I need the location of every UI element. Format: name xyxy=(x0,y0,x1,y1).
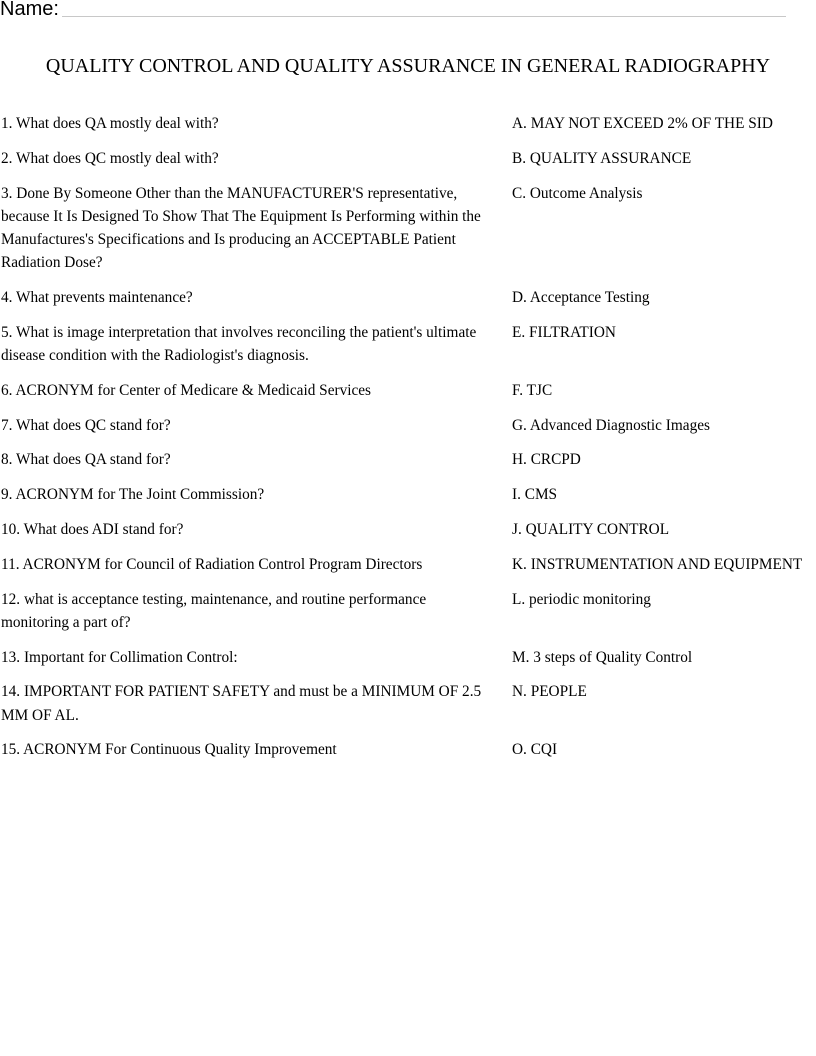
question-text: 12. what is acceptance testing, maintenance, and routine performance monitoring a part of? xyxy=(1,590,427,631)
answer-option: L. periodic monitoring xyxy=(512,590,651,608)
matching-row xyxy=(0,553,816,576)
matching-list xyxy=(0,112,816,773)
answer-option: C. Outcome Analysis xyxy=(512,184,643,202)
answer-option: A. MAY NOT EXCEED 2% OF THE SID xyxy=(512,115,773,132)
matching-row xyxy=(0,483,816,506)
matching-row xyxy=(0,680,816,726)
answer-option: M. 3 steps of Quality Control xyxy=(512,648,693,666)
answer-option: J. QUALITY CONTROL xyxy=(512,520,670,538)
name-row xyxy=(0,0,816,24)
answer-option: G. Advanced Diagnostic Images xyxy=(512,416,710,434)
answer-option: D. Acceptance Testing xyxy=(512,289,650,306)
name-label: Name: xyxy=(0,0,59,20)
question-text: 10. What does ADI stand for? xyxy=(1,520,184,538)
question-text: 11. ACRONYM for Council of Radiation Control Program Directors xyxy=(1,555,423,573)
page-title: QUALITY CONTROL AND QUALITY ASSURANCE IN GENERAL RADIOGRAPHY xyxy=(45,55,771,77)
answer-option: O. CQI xyxy=(512,741,558,759)
matching-row xyxy=(0,414,816,437)
question-text: 13. Important for Collimation Control: xyxy=(1,648,238,666)
question-text: 14. IMPORTANT FOR PATIENT SAFETY and must be a MINIMUM OF 2.5 MM OF AL. xyxy=(1,683,482,724)
question-text: 4. What prevents maintenance? xyxy=(1,289,193,306)
matching-row xyxy=(0,147,816,170)
name-write-line[interactable] xyxy=(62,16,786,17)
question-text: 15. ACRONYM For Continuous Quality Improvement xyxy=(1,741,337,759)
question-text: 9. ACRONYM for The Joint Commission? xyxy=(1,486,265,504)
answer-option: K. INSTRUMENTATION AND EQUIPMENT xyxy=(512,555,803,573)
answer-option: B. QUALITY ASSURANCE xyxy=(512,149,692,167)
answer-option: F. TJC xyxy=(512,381,553,399)
question-text: 3. Done By Someone Other than the MANUFACTURER'S representative, because It Is Designed To Show That The Equipment Is Performing within the Manufactures's Specifications and Is producing an ACCEPTABLE Patient Radiation Dose? xyxy=(1,184,481,272)
matching-row xyxy=(0,321,816,367)
matching-row xyxy=(0,518,816,541)
answer-option: H. CRCPD xyxy=(512,451,581,469)
matching-row xyxy=(0,112,816,135)
matching-row xyxy=(0,182,816,275)
question-text: 6. ACRONYM for Center of Medicare & Medicaid Services xyxy=(1,381,372,399)
answer-option: I. CMS xyxy=(512,486,558,504)
matching-row xyxy=(0,738,816,761)
question-text: 8. What does QA stand for? xyxy=(1,451,171,469)
question-text: 1. What does QA mostly deal with? xyxy=(1,115,219,132)
matching-row xyxy=(0,379,816,402)
question-text: 7. What does QC stand for? xyxy=(1,416,171,434)
matching-row xyxy=(0,588,816,634)
question-text: 5. What is image interpretation that involves reconciling the patient's ultimate disease condition with the Radiologist's diagnosis. xyxy=(1,323,477,364)
matching-row xyxy=(0,448,816,471)
matching-row xyxy=(0,646,816,669)
answer-option: N. PEOPLE xyxy=(512,683,587,701)
question-text: 2. What does QC mostly deal with? xyxy=(1,149,219,167)
answer-option: E. FILTRATION xyxy=(512,323,616,341)
matching-row xyxy=(0,286,816,309)
